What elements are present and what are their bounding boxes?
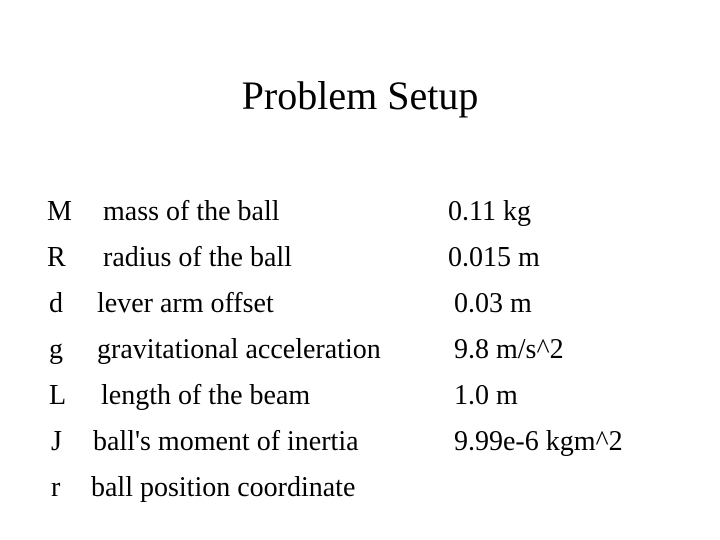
param-description: lever arm offset <box>97 288 274 319</box>
param-symbol: J <box>51 426 62 457</box>
param-value: 1.0 m <box>454 380 518 411</box>
param-row-gravity <box>0 327 720 373</box>
param-symbol: M <box>47 196 72 227</box>
param-row-radius <box>0 235 720 281</box>
param-value: 0.11 kg <box>448 196 531 227</box>
param-symbol: L <box>49 380 67 411</box>
param-description: ball position coordinate <box>91 472 356 503</box>
param-row-beam-length <box>0 373 720 419</box>
param-description: mass of the ball <box>103 196 280 227</box>
param-description: length of the beam <box>101 380 311 411</box>
param-symbol: r <box>51 472 61 503</box>
param-row-position <box>0 465 720 511</box>
param-symbol: g <box>49 334 63 365</box>
param-description: gravitational acceleration <box>97 334 381 365</box>
param-row-lever-arm <box>0 281 720 327</box>
param-row-inertia <box>0 419 720 465</box>
param-value: 0.03 m <box>454 288 532 319</box>
param-value: 0.015 m <box>448 242 540 273</box>
param-row-mass <box>0 189 720 235</box>
param-symbol: d <box>49 288 63 319</box>
param-value: 9.99e-6 kgm^2 <box>454 426 623 457</box>
param-description: radius of the ball <box>103 242 292 273</box>
slide-title: Problem Setup <box>241 73 479 118</box>
param-value: 9.8 m/s^2 <box>454 334 564 365</box>
param-description: ball's moment of inertia <box>93 426 359 457</box>
param-symbol: R <box>47 242 66 273</box>
